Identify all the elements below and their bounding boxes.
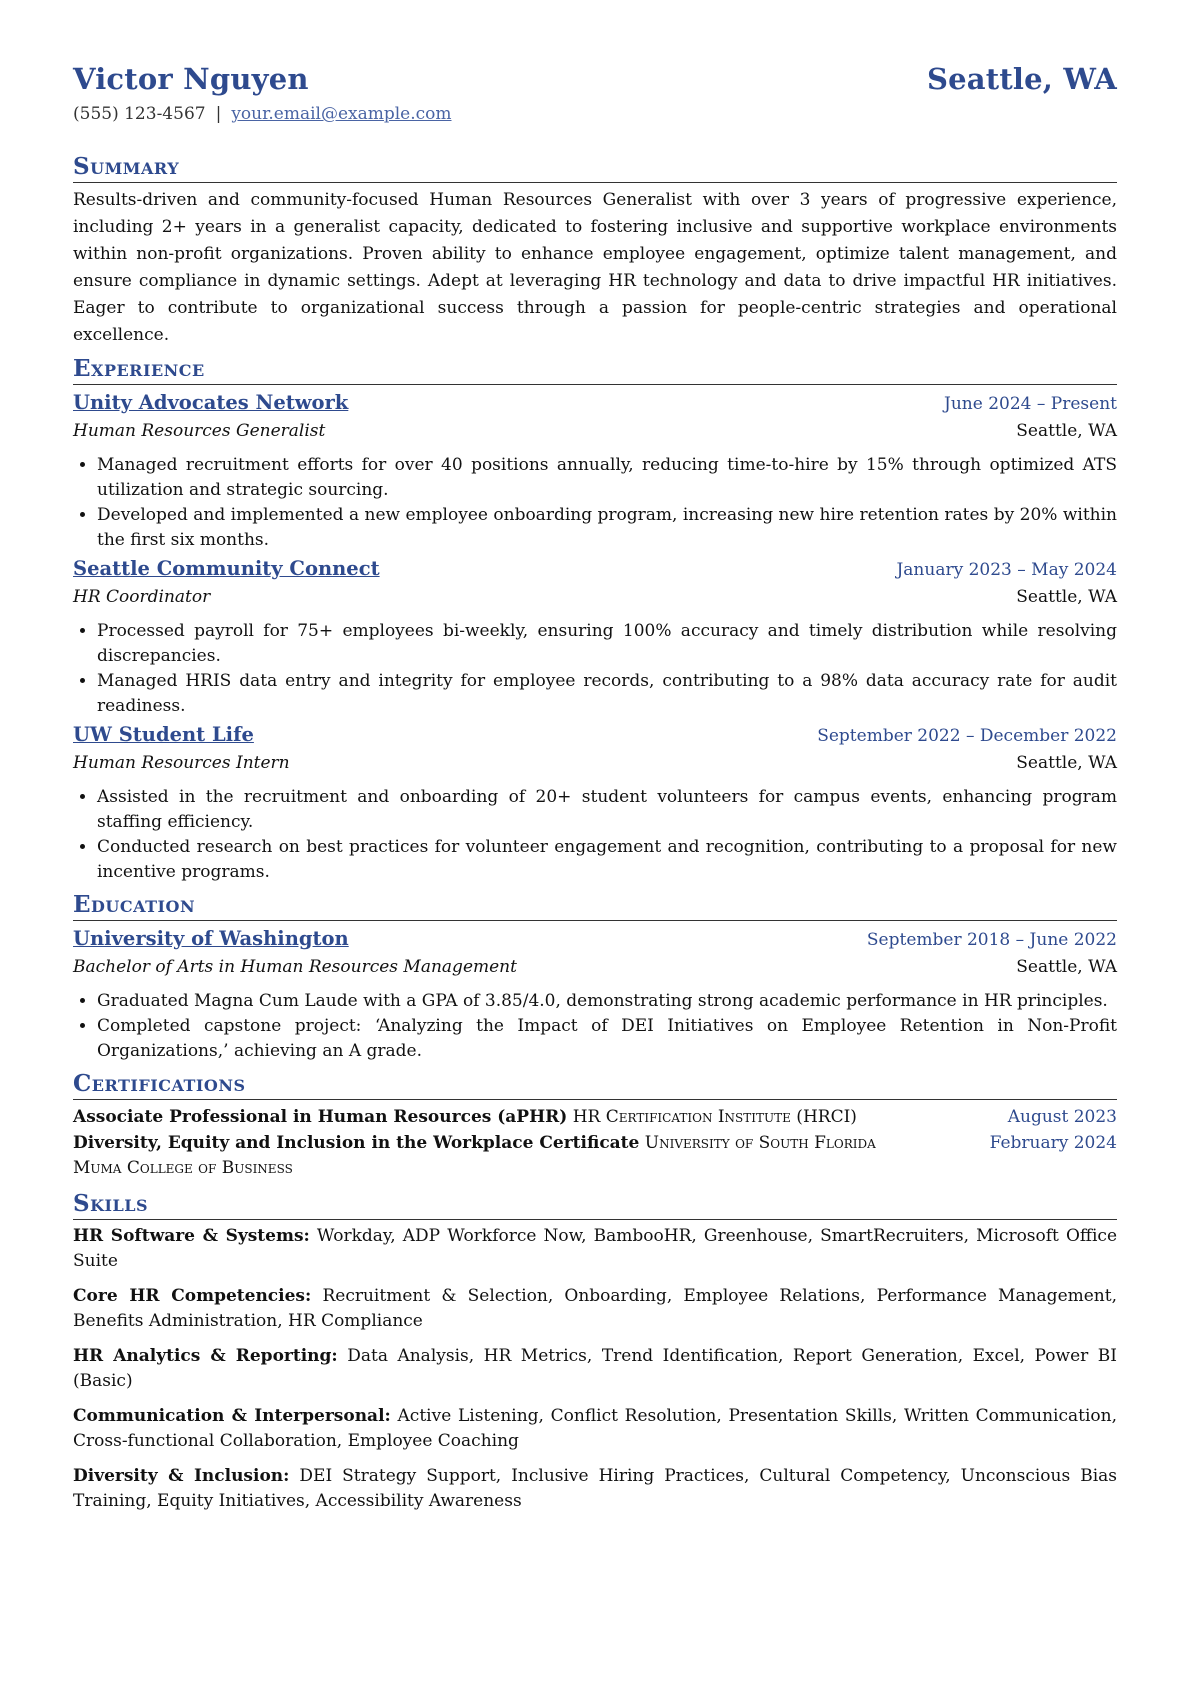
entry-subheader-row: [73, 954, 1117, 981]
experience-entry: [73, 389, 1117, 553]
organization-link[interactable]: Unity Advocates Network: [73, 391, 349, 414]
skill-item: [73, 1404, 1117, 1454]
section-title-skills: Skills: [73, 1190, 1117, 1220]
candidate-location: Seattle, WA: [926, 62, 1117, 96]
skill-value: Recruitment & Selection, Onboarding, Employee Relations, Performance Management, Benefits Administration, HR Compliance: [73, 1286, 1117, 1331]
degree-title: Bachelor of Arts in Human Resources Management: [73, 957, 517, 977]
bullet-list: [73, 453, 1117, 553]
phone-number: (555) 123-4567: [73, 104, 206, 124]
skill-item: [73, 1224, 1117, 1274]
section-title-summary: Summary: [73, 153, 1117, 183]
resume-content: [73, 153, 1117, 1524]
skill-value: Workday, ADP Workforce Now, BambooHR, Greenhouse, SmartRecruiters, Microsoft Office Suite: [73, 1226, 1118, 1271]
entry-dates: September 2018 – June 2022: [866, 930, 1117, 950]
bullet-item: • Graduated Magna Cum Laude with a GPA of 3.85/4.0, demonstrating strong academic performance in HR principles.: [97, 989, 1117, 1014]
entry-subheader-row: [73, 750, 1117, 777]
bullet-item: • Managed HRIS data entry and integrity for employee records, contributing to a 98% data accuracy rate for audit readiness.: [97, 669, 1117, 719]
email-link[interactable]: your.email@example.com: [231, 104, 452, 124]
job-title: Human Resources Generalist: [73, 421, 326, 441]
entry-dates: June 2024 – Present: [944, 394, 1117, 414]
section-title-experience: Experience: [73, 355, 1117, 385]
section-title-certifications: Certifications: [73, 1070, 1117, 1100]
certification-date: February 2024: [989, 1133, 1117, 1153]
job-title: HR Coordinator: [73, 587, 211, 607]
resume-header: [73, 62, 1117, 124]
entry-dates: January 2023 – May 2024: [896, 560, 1117, 580]
education-section: [73, 891, 1117, 1064]
entry-location: Seattle, WA: [1016, 587, 1117, 607]
bullet-item: • Assisted in the recruitment and onboarding of 20+ student volunteers for campus events, enhancing program staffing efficiency.: [97, 785, 1117, 835]
bullet-item: • Conducted research on best practices for volunteer engagement and recognition, contributing to a proposal for new incentive programs.: [97, 835, 1117, 885]
skill-value: Active Listening, Conflict Resolution, Presentation Skills, Written Communication, Cross-functional Collaboration, Employee Coaching: [73, 1406, 1118, 1451]
certification-name: Diversity, Equity and Inclusion in the Workplace Certificate: [73, 1133, 640, 1153]
bullet-list: [73, 619, 1117, 719]
organization-link[interactable]: Seattle Community Connect: [73, 557, 380, 580]
certification-item: [73, 1130, 1117, 1156]
experience-section: [73, 355, 1117, 885]
bullet-list: [73, 785, 1117, 885]
certification-issuer: University of South Florida: [644, 1133, 876, 1153]
summary-text: Results-driven and community-focused Human Resources Generalist with over 3 years of progressive experience, including 2+ years in a generalist capacity, dedicated to fostering inclusive and supportive workplace environments within non-profit organizations. Proven ability to enhance employee engagement, optimize talent management, and ensure compliance in dynamic settings. Adept at leveraging HR technology and data to drive impactful HR initiatives. Eager to contribute to organizational success through a passion for people-centric strategies and operational excellence.: [73, 190, 1117, 345]
certification-text: [73, 1104, 857, 1130]
entry-header-row: [73, 555, 1117, 584]
certification-name: Associate Professional in Human Resources (aPHR): [73, 1107, 568, 1127]
contact-separator: |: [215, 104, 222, 124]
institution-link[interactable]: University of Washington: [73, 927, 349, 950]
entry-header-row: [73, 925, 1117, 954]
entry-location: Seattle, WA: [1016, 753, 1117, 773]
bullet-item: • Managed recruitment efforts for over 40 positions annually, reducing time-to-hire by 15% through optimized ATS utilization and strategic sourcing.: [97, 453, 1117, 503]
organization-link[interactable]: UW Student Life: [73, 723, 254, 746]
entry-header-row: [73, 721, 1117, 750]
skill-label: Diversity & Inclusion:: [73, 1466, 290, 1486]
entry-subheader-row: [73, 418, 1117, 445]
bullet-item: • Developed and implemented a new employee onboarding program, increasing new hire retention rates by 20% within the first six months.: [97, 503, 1117, 553]
section-title-education: Education: [73, 891, 1117, 921]
bullet-item: • Completed capstone project: ‘Analyzing the Impact of DEI Initiatives on Employee Retention in Non-Profit Organizations,’ achieving an A grade.: [97, 1014, 1117, 1064]
skill-label: HR Analytics & Reporting:: [73, 1346, 338, 1366]
header-row: [73, 62, 1117, 96]
skill-label: Communication & Interpersonal:: [73, 1406, 391, 1426]
skill-value: DEI Strategy Support, Inclusive Hiring Practices, Cultural Competency, Unconscious Bias Training, Equity Initiatives, Accessibility Awareness: [73, 1466, 1117, 1511]
contact-line: [73, 104, 1117, 124]
certification-text: [73, 1130, 876, 1156]
certification-issuer-continued: Muma College of Business: [73, 1158, 293, 1178]
entry-subheader-row: [73, 584, 1117, 611]
skill-item: [73, 1464, 1117, 1514]
entry-header-row: [73, 389, 1117, 418]
skill-label: Core HR Competencies:: [73, 1286, 312, 1306]
skill-item: [73, 1284, 1117, 1334]
certification-item: [73, 1104, 1117, 1130]
job-title: Human Resources Intern: [73, 753, 290, 773]
skills-section: [73, 1190, 1117, 1514]
summary-section: [73, 153, 1117, 349]
experience-entry: [73, 721, 1117, 885]
entry-location: Seattle, WA: [1016, 957, 1117, 977]
certification-issuer: HR Certification Institute (HRCI): [572, 1107, 857, 1127]
bullet-list: [73, 989, 1117, 1064]
candidate-name: Victor Nguyen: [73, 62, 309, 96]
bullet-item: • Processed payroll for 75+ employees bi-weekly, ensuring 100% accuracy and timely distribution while resolving discrepancies.: [97, 619, 1117, 669]
certification-date: August 2023: [1007, 1107, 1117, 1127]
certifications-section: [73, 1070, 1117, 1180]
skill-item: [73, 1344, 1117, 1394]
entry-dates: September 2022 – December 2022: [817, 726, 1117, 746]
experience-entry: [73, 555, 1117, 719]
entry-location: Seattle, WA: [1016, 421, 1117, 441]
education-entry: [73, 925, 1117, 1064]
skill-label: HR Software & Systems:: [73, 1226, 310, 1246]
skill-value: Data Analysis, HR Metrics, Trend Identification, Report Generation, Excel, Power BI (Basic): [73, 1346, 1118, 1391]
